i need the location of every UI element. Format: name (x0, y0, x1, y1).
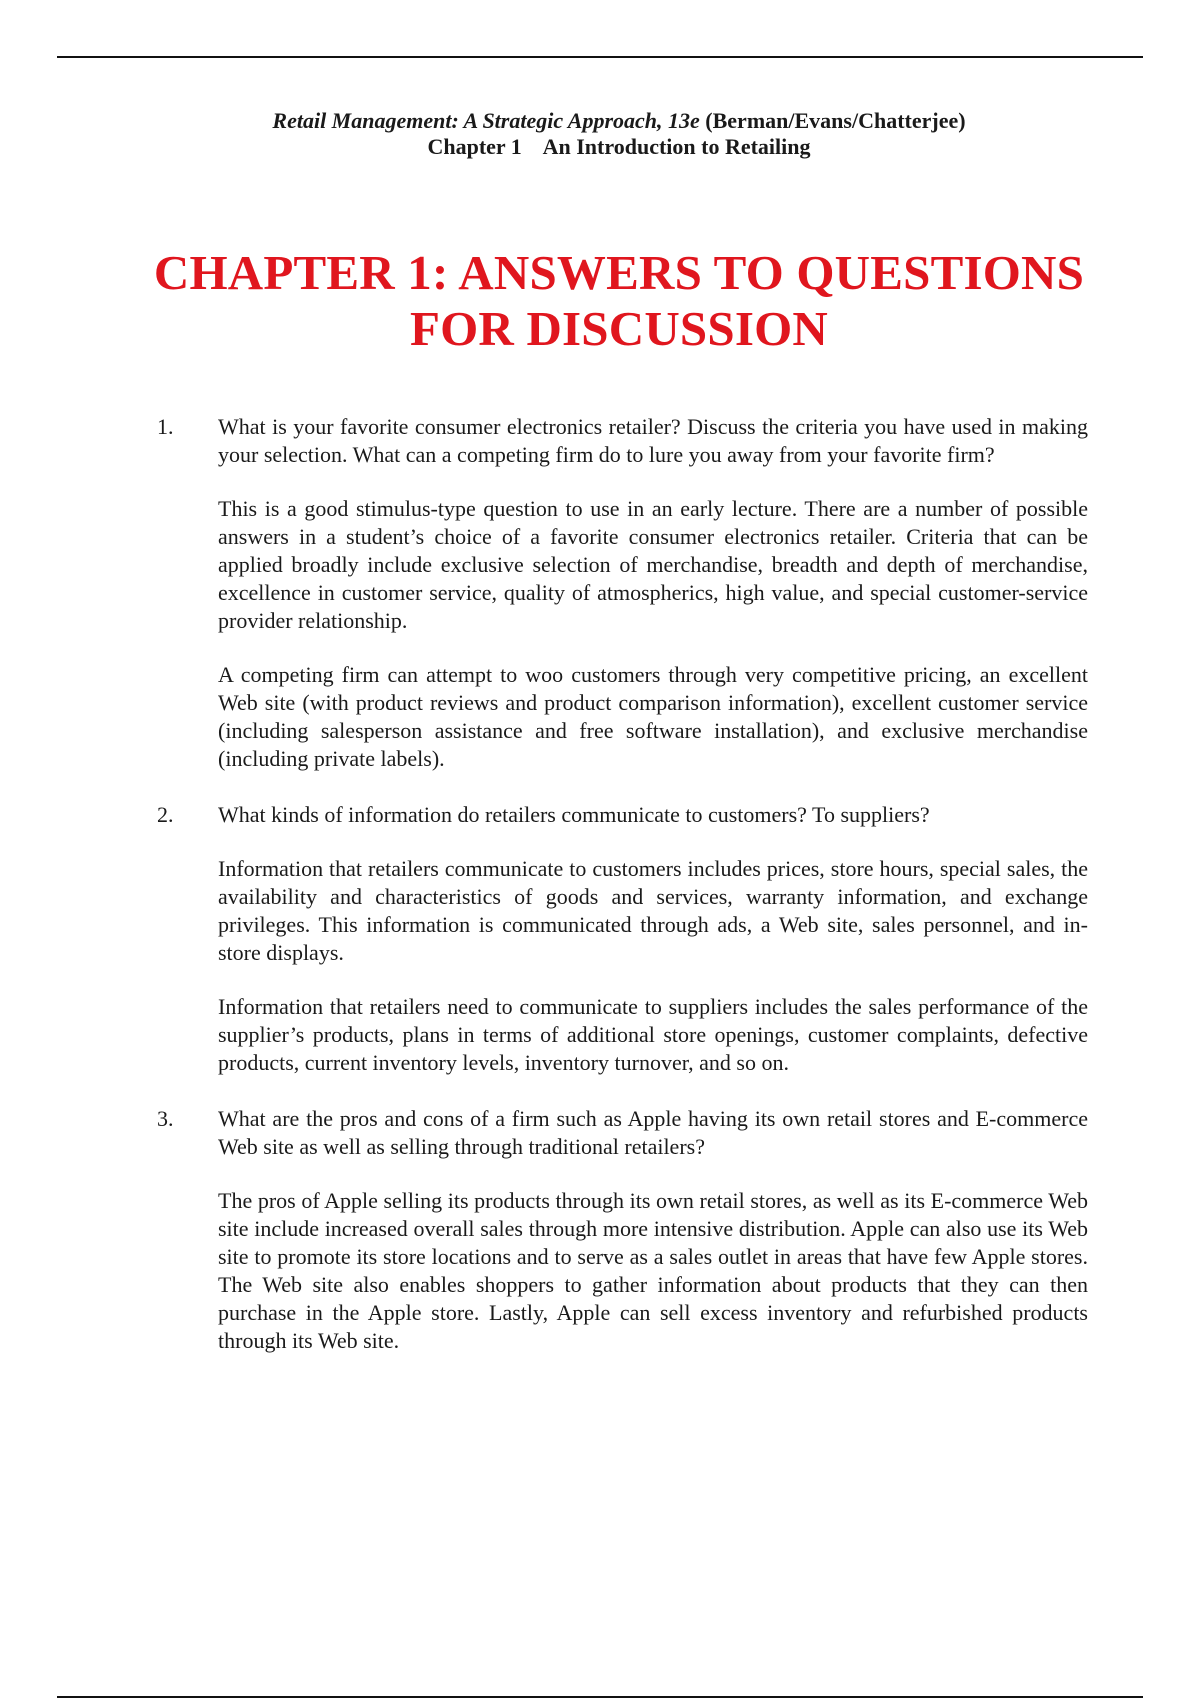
question-number: 2. (157, 802, 174, 827)
question-number: 1. (157, 414, 174, 439)
top-rule (57, 56, 1143, 58)
chapter-line (0, 134, 1200, 160)
chapter-label: Chapter 1 (427, 134, 522, 159)
question-text: What are the pros and cons of a firm such as Apple having its own retail stores and E-commerce Web site as well as selling through traditional retailers? (218, 1106, 1088, 1159)
document-header (0, 108, 1200, 160)
book-title: Retail Management: A Strategic Approach, 13e (272, 108, 700, 133)
page-title-line-2: FOR DISCUSSION (409, 301, 829, 356)
book-line (0, 108, 1200, 134)
question-text: What kinds of information do retailers communicate to customers? To suppliers? (218, 802, 930, 827)
question-item-2 (0, 801, 1200, 1077)
answer-paragraph: Information that retailers communicate to customers includes prices, store hours, special sales, the availability and characteristics of goods and services, warranty information, and exchange privileges. This information is communicated through ads, a Web site, sales personnel, and in-store displays. (218, 856, 1088, 965)
answer-paragraph: The pros of Apple selling its products through its own retail stores, as well as its E-commerce Web site include increased overall sales through more intensive distribution. Apple can also use its Web site to promote its store locations and to serve as a sales outlet in areas that have few Apple stores. The Web site also enables shoppers to gather information about products that they can then purchase in the Apple store. Lastly, Apple can sell excess inventory and refurbished products through its Web site. (218, 1188, 1088, 1353)
answer-paragraph: A competing firm can attempt to woo customers through very competitive pricing, an excellent Web site (with product reviews and product comparison information), excellent customer service (including salesperson assistance and free software installation), and exclusive merchandise (including private labels). (218, 662, 1088, 771)
page-title-line-1: CHAPTER 1: ANSWERS TO QUESTIONS (153, 245, 1085, 300)
chapter-name: An Introduction to Retailing (542, 134, 811, 159)
answer-paragraph: This is a good stimulus-type question to use in an early lecture. There are a number of possible answers in a student’s choice of a favorite consumer electronics retailer. Criteria that can be applied broadly include exclusive selection of merchandise, breadth and depth of merchandise, excellence in customer service, quality of atmospherics, high value, and special customer-service provider relationship. (218, 496, 1088, 633)
question-item-3 (0, 1105, 1200, 1355)
question-number: 3. (157, 1106, 174, 1131)
question-text: What is your favorite consumer electronics retailer? Discuss the criteria you have used in making your selection. What can a competing firm do to lure you away from your favorite firm? (218, 414, 1088, 467)
page-title (0, 245, 1200, 357)
book-authors: (Berman/Evans/Chatterjee) (705, 108, 966, 133)
question-item-1 (0, 413, 1200, 773)
answer-paragraph: Information that retailers need to communicate to suppliers includes the sales performance of the supplier’s products, plans in terms of additional store openings, customer complaints, defective products, current inventory levels, inventory turnover, and so on. (218, 994, 1088, 1075)
bottom-rule (57, 1696, 1143, 1698)
questions-list (0, 413, 1200, 1355)
